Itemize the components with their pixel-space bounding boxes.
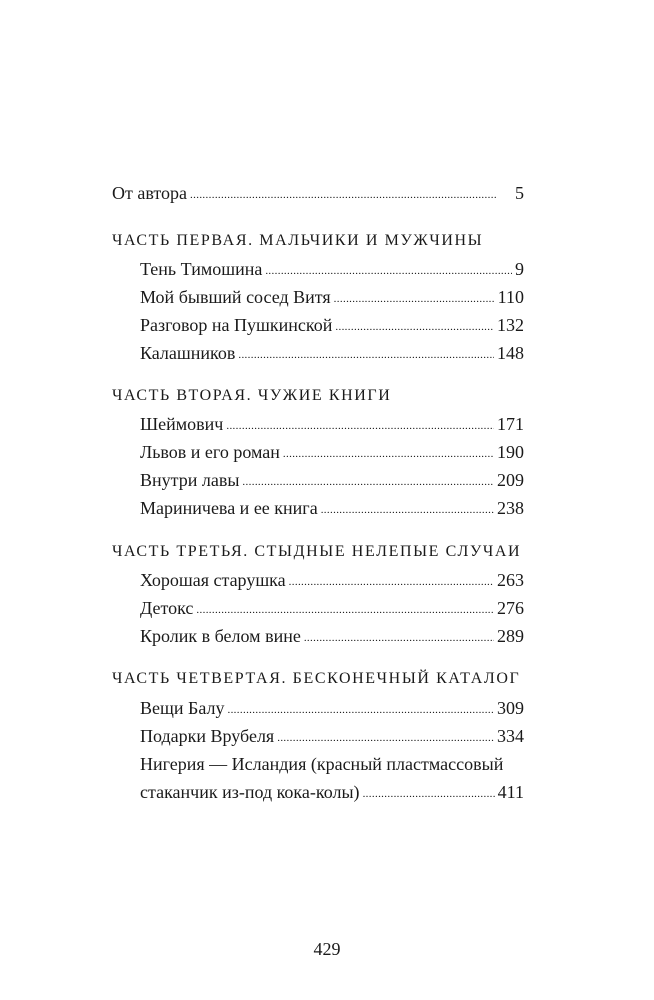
toc-entry-page: 132	[497, 315, 524, 335]
toc-entry-page: 334	[497, 726, 524, 746]
toc-entry	[140, 286, 524, 311]
toc-entry-page: 209	[497, 470, 524, 490]
page-number: 429	[313, 939, 341, 959]
toc-entry	[140, 781, 524, 806]
dot-leader	[334, 285, 495, 310]
toc-entry-page: 9	[515, 259, 524, 279]
toc-entry-title: Львов и его роман	[140, 442, 280, 462]
toc-entry-title: стаканчик из-под кока-колы)	[140, 782, 360, 802]
toc-entry-title: Кролик в белом вине	[140, 626, 301, 646]
dot-leader	[190, 181, 512, 206]
dot-leader	[277, 724, 494, 749]
toc-entry	[140, 569, 524, 594]
toc-entry-page: 263	[497, 570, 524, 590]
toc-entry-title: Внутри лавы	[140, 470, 240, 490]
toc-entry	[140, 597, 524, 622]
toc-entry-page: 190	[497, 442, 524, 462]
toc-entry-intro	[112, 182, 524, 207]
toc-entry-page: 5	[515, 183, 524, 203]
toc-entry-title: От автора	[112, 183, 188, 203]
toc-entry-title: Подарки Врубеля	[140, 726, 275, 746]
toc-entry	[140, 725, 524, 750]
toc-entry	[140, 342, 524, 367]
toc-entry	[140, 469, 524, 494]
toc-entry-title: Мариничева и ее книга	[140, 498, 318, 518]
dot-leader	[304, 624, 494, 649]
toc-entry	[140, 314, 524, 339]
dot-leader	[363, 780, 495, 805]
part-heading-1: ЧАСТЬ ПЕРВАЯ. МАЛЬЧИКИ И МУЖЧИНЫ	[112, 232, 484, 249]
toc-entry-page: 411	[497, 782, 524, 802]
dot-leader	[265, 257, 512, 282]
dot-leader	[226, 412, 494, 437]
toc-entry	[140, 697, 524, 722]
toc-entry-page: 276	[497, 598, 524, 618]
toc-entry-title: Мой бывший сосед Витя	[140, 287, 331, 307]
part-heading-3: ЧАСТЬ ТРЕТЬЯ. СТЫДНЫЕ НЕЛЕПЫЕ СЛУЧАИ	[112, 543, 522, 560]
toc-entry-page: 309	[497, 698, 524, 718]
toc-entry	[140, 625, 524, 650]
toc-entry-page: 171	[497, 414, 524, 434]
toc-entry	[140, 413, 524, 438]
dot-leader	[283, 440, 494, 465]
toc-entry-page: 148	[497, 343, 524, 363]
toc-entry-title: Тень Тимошина	[140, 259, 263, 279]
toc-entry-title: Калашников	[140, 343, 236, 363]
dot-leader	[227, 696, 494, 721]
toc-entry-page: 110	[497, 287, 524, 307]
toc-entry	[140, 497, 524, 522]
dot-leader	[335, 313, 494, 338]
part-heading-2: ЧАСТЬ ВТОРАЯ. ЧУЖИЕ КНИГИ	[112, 387, 392, 404]
dot-leader	[238, 341, 494, 366]
dot-leader	[242, 468, 494, 493]
toc-entry-title: Детокс	[140, 598, 194, 618]
toc-entry	[140, 441, 524, 466]
toc-entry-title: Разговор на Пушкинской	[140, 315, 333, 335]
toc-entry-title: Вещи Балу	[140, 698, 225, 718]
part-heading-4: ЧАСТЬ ЧЕТВЕРТАЯ. БЕСКОНЕЧНЫЙ КАТАЛОГ	[112, 670, 521, 687]
dot-leader	[321, 496, 494, 521]
dot-leader	[289, 568, 494, 593]
dot-leader	[196, 596, 494, 621]
toc-entry-title: Шеймович	[140, 414, 224, 434]
toc-entry-page: 289	[497, 626, 524, 646]
toc-entry	[140, 258, 524, 283]
toc-entry-page: 238	[497, 498, 524, 518]
toc-entry-title: Хорошая старушка	[140, 570, 286, 590]
toc-entry-title-line1: Нигерия — Исландия (красный пластмассовый	[140, 754, 504, 774]
